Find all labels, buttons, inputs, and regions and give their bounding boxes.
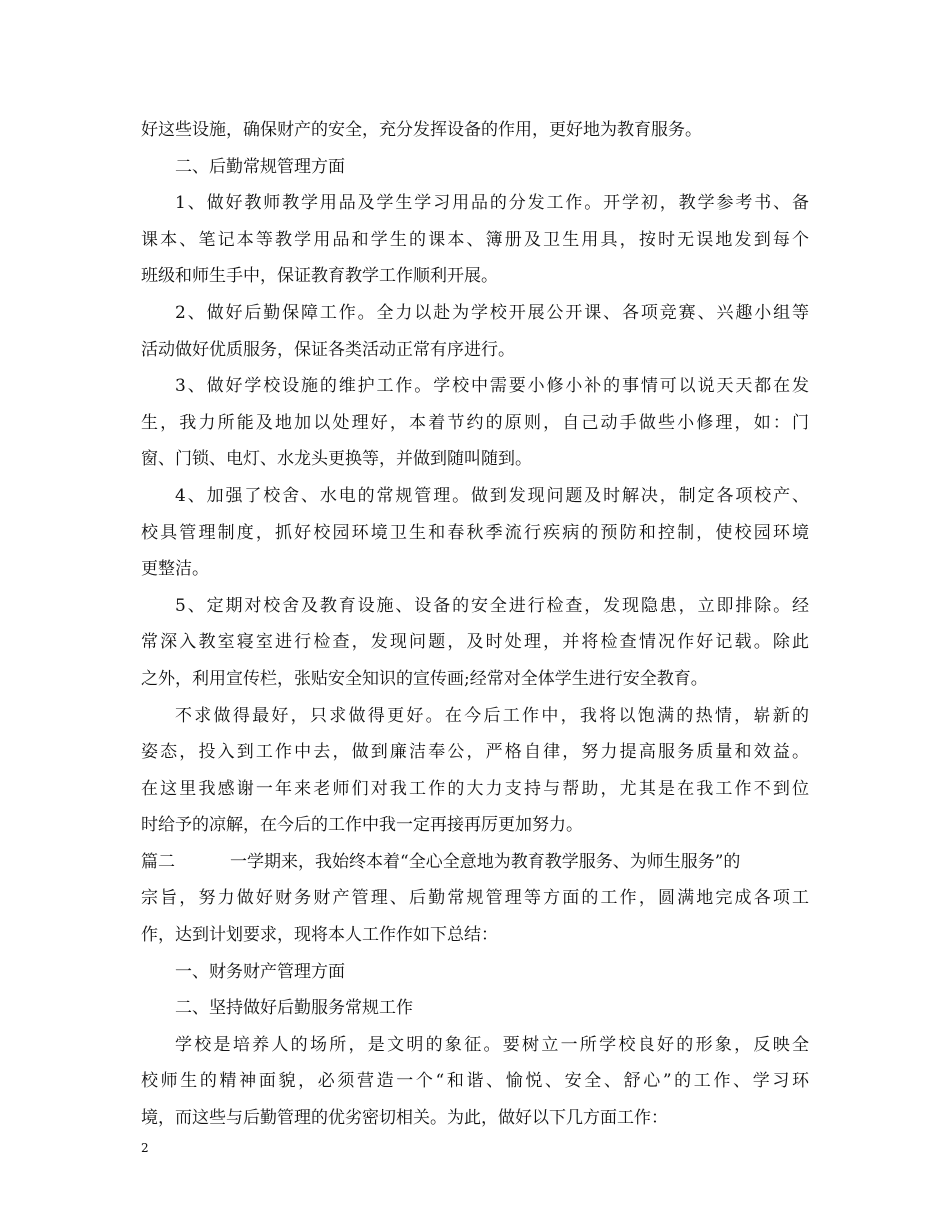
text-line: 班级和师生手中，保证教育教学工作顺利开展。 xyxy=(141,266,498,287)
document-body xyxy=(141,112,809,1137)
text-line: 2、做好后勤保障工作。全力以赴为学校开展公开课、各项竞赛、兴趣小组等 xyxy=(175,302,809,323)
text-line: 3、做好学校设施的维护工作。学校中需要小修小补的事情可以说天天都在发 xyxy=(175,376,809,397)
text-line: 常深入教室寝室进行检查，发现问题，及时处理，并将检查情况作好记载。除此 xyxy=(141,632,809,653)
chapter-line xyxy=(141,844,809,881)
page-number: 2 xyxy=(141,1141,149,1155)
section-heading: 二、后勤常规管理方面 xyxy=(175,156,345,177)
text-line: 4、加强了校舍、水电的常规管理。做到发现问题及时解决，制定各项校产、 xyxy=(175,485,809,506)
text-line: 窗、门锁、电灯、水龙头更换等，并做到随叫随到。 xyxy=(141,449,532,470)
text-line: 时给予的凉解，在今后的工作中我一定再接再厉更加努力。 xyxy=(141,815,583,836)
text-line: 作，达到计划要求，现将本人工作作如下总结： xyxy=(141,925,498,946)
text-line: 之外，利用宣传栏，张贴安全知识的宣传画;经常对全体学生进行安全教育。 xyxy=(141,668,708,689)
text-line: 好这些设施，确保财产的安全，充分发挥设备的作用，更好地为教育服务。 xyxy=(141,120,702,140)
section-heading: 一、财务财产管理方面 xyxy=(175,961,345,982)
text-line: 课本、笔记本等教学用品和学生的课本、簿册及卫生用具，按时无误地发到每个 xyxy=(141,229,809,250)
text-line: 姿态，投入到工作中去，做到廉洁奉公，严格自律，努力提高服务质量和效益。 xyxy=(141,742,809,763)
text-line: 宗旨，努力做好财务财产管理、后勤常规管理等方面的工作，圆满地完成各项工 xyxy=(141,888,809,909)
text-line: 5、定期对校舍及教育设施、设备的安全进行检查，发现隐患，立即排除。经 xyxy=(175,595,809,616)
text-line: 校具管理制度，抓好校园环境卫生和春秋季流行疾病的预防和控制，使校园环境 xyxy=(141,522,809,543)
text-line: 校师生的精神面貌，必须营造一个“和谐、愉悦、安全、舒心”的工作、学习环 xyxy=(141,1071,809,1092)
text-line: 一学期来，我始终本着“全心全意地为教育教学服务、为师生服务”的 xyxy=(230,851,741,872)
text-line: 更整洁。 xyxy=(141,559,209,580)
text-line: 境，而这些与后勤管理的优劣密切相关。为此，做好以下几方面工作： xyxy=(141,1108,668,1129)
text-line: 活动做好优质服务，保证各类活动正常有序进行。 xyxy=(141,339,515,360)
text-line: 1、做好教师教学用品及学生学习用品的分发工作。开学初，教学参考书、备 xyxy=(175,193,809,214)
text-line: 不求做得最好，只求做得更好。在今后工作中，我将以饱满的热情，崭新的 xyxy=(175,705,809,726)
section-heading: 二、坚持做好后勤服务常规工作 xyxy=(175,998,413,1019)
text-line: 生，我力所能及地加以处理好，本着节约的原则，自己动手做些小修理，如：门 xyxy=(141,412,809,433)
text-line: 学校是培养人的场所，是文明的象征。要树立一所学校良好的形象，反映全 xyxy=(175,1034,809,1055)
text-line: 在这里我感谢一年来老师们对我工作的大力支持与帮助，尤其是在我工作不到位 xyxy=(141,778,809,799)
chapter-label: 篇二 xyxy=(141,851,175,872)
